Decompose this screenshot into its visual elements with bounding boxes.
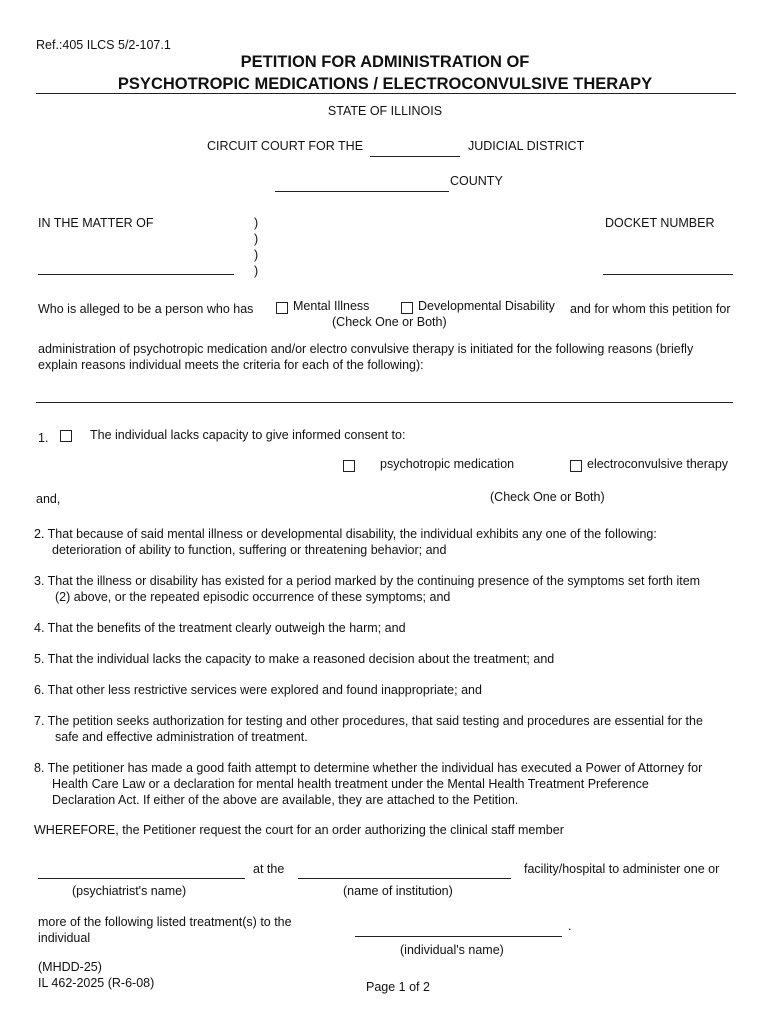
- check-one-or-both-note: (Check One or Both): [332, 315, 447, 329]
- caption-paren: ): [254, 264, 259, 278]
- county-label: COUNTY: [450, 174, 503, 188]
- psychiatrist-name-field[interactable]: [38, 878, 245, 879]
- docket-number-field[interactable]: [603, 274, 733, 275]
- individual-caption: (individual's name): [400, 943, 504, 957]
- item5-text: 5. That the individual lacks the capacity to make a reasoned decision about the treatment; and: [34, 652, 555, 666]
- form-title-line1: PETITION FOR ADMINISTRATION OF: [240, 53, 530, 71]
- developmental-disability-label: Developmental Disability: [418, 299, 555, 313]
- mental-illness-label: Mental Illness: [293, 299, 370, 313]
- item3-line2: (2) above, or the repeated episodic occurrence of these symptoms; and: [55, 590, 451, 604]
- caption-paren: ): [254, 216, 259, 230]
- caption-paren: ): [254, 232, 259, 246]
- more-treatments-text: more of the following listed treatment(s) to the individual: [38, 915, 292, 945]
- caption-paren: ): [254, 248, 259, 262]
- item2-line1: 2. That because of said mental illness or developmental disability, the individual exhibits any one of the following:: [34, 527, 657, 541]
- and-label: and,: [36, 492, 61, 506]
- item-number-1: 1.: [38, 431, 49, 445]
- reasons-field[interactable]: [36, 402, 733, 403]
- form-title-line2: PSYCHOTROPIC MEDICATIONS / ELECTROCONVULSIVE THERAPY: [117, 75, 653, 93]
- institution-caption: (name of institution): [343, 884, 453, 898]
- item4-text: 4. That the benefits of the treatment clearly outweigh the harm; and: [34, 621, 406, 635]
- county-field[interactable]: [275, 191, 449, 192]
- reference-citation: Ref.:405 ILCS 5/2-107.1: [36, 38, 171, 52]
- institution-name-field[interactable]: [298, 878, 511, 879]
- at-the-label: at the: [253, 862, 285, 876]
- item8-line1: 8. The petitioner has made a good faith attempt to determine whether the individual has executed a Power of Attorney for: [34, 761, 703, 775]
- check-one-or-both-note-2: (Check One or Both): [490, 490, 605, 504]
- individual-name-field[interactable]: [355, 936, 562, 937]
- alleged-prefix: Who is alleged to be a person who has: [38, 302, 254, 316]
- item2-line2: deterioration of ability to function, suffering or threatening behavior; and: [52, 543, 447, 557]
- circuit-number-field[interactable]: [370, 156, 460, 157]
- item8-line3: Declaration Act. If either of the above are available, they are attached to the Petition.: [52, 793, 519, 807]
- ect-checkbox[interactable]: [570, 460, 582, 472]
- alleged-suffix: and for whom this petition for: [570, 302, 731, 316]
- in-matter-of-label: IN THE MATTER OF: [38, 216, 154, 230]
- lacks-capacity-checkbox[interactable]: [60, 430, 72, 442]
- item6-text: 6. That other less restrictive services were explored and found inappropriate; and: [34, 683, 482, 697]
- item1-text: The individual lacks capacity to give informed consent to:: [90, 428, 406, 442]
- circuit-court-label: CIRCUIT COURT FOR THE: [207, 139, 364, 153]
- form-code: (MHDD-25): [38, 960, 102, 974]
- ect-label: electroconvulsive therapy: [587, 457, 729, 471]
- developmental-disability-checkbox[interactable]: [401, 302, 413, 314]
- title-rule: [36, 93, 736, 94]
- state-label: STATE OF ILLINOIS: [327, 104, 443, 118]
- judicial-district-label: JUDICIAL DISTRICT: [468, 139, 585, 153]
- item3-line1: 3. That the illness or disability has existed for a period marked by the continuing presence of the symptoms set forth item: [34, 574, 701, 588]
- psychotropic-checkbox[interactable]: [343, 460, 355, 472]
- item7-line2: safe and effective administration of treatment.: [55, 730, 308, 744]
- facility-label: facility/hospital to administer one or: [524, 862, 720, 876]
- form-number: IL 462-2025 (R-6-08): [38, 976, 155, 990]
- item7-line1: 7. The petition seeks authorization for testing and other procedures, that said testing and procedures are essential for the: [34, 714, 703, 728]
- wherefore-text: WHEREFORE, the Petitioner request the court for an order authorizing the clinical staff member: [34, 823, 564, 837]
- page-number: Page 1 of 2: [366, 980, 430, 994]
- docket-number-label: DOCKET NUMBER: [605, 216, 715, 230]
- mental-illness-checkbox[interactable]: [276, 302, 288, 314]
- respondent-name-field[interactable]: [38, 274, 234, 275]
- sentence-period: .: [568, 919, 572, 933]
- psychotropic-label: psychotropic medication: [380, 457, 515, 471]
- reasons-text: administration of psychotropic medication and/or electro convulsive therapy is initiated for the following reasons (briefly explain reasons individual meets the criteria for each of the following):: [38, 342, 694, 372]
- psychiatrist-caption: (psychiatrist's name): [72, 884, 187, 898]
- item8-line2: Health Care Law or a declaration for mental health treatment under the Mental Health Treatment Preference: [52, 777, 649, 791]
